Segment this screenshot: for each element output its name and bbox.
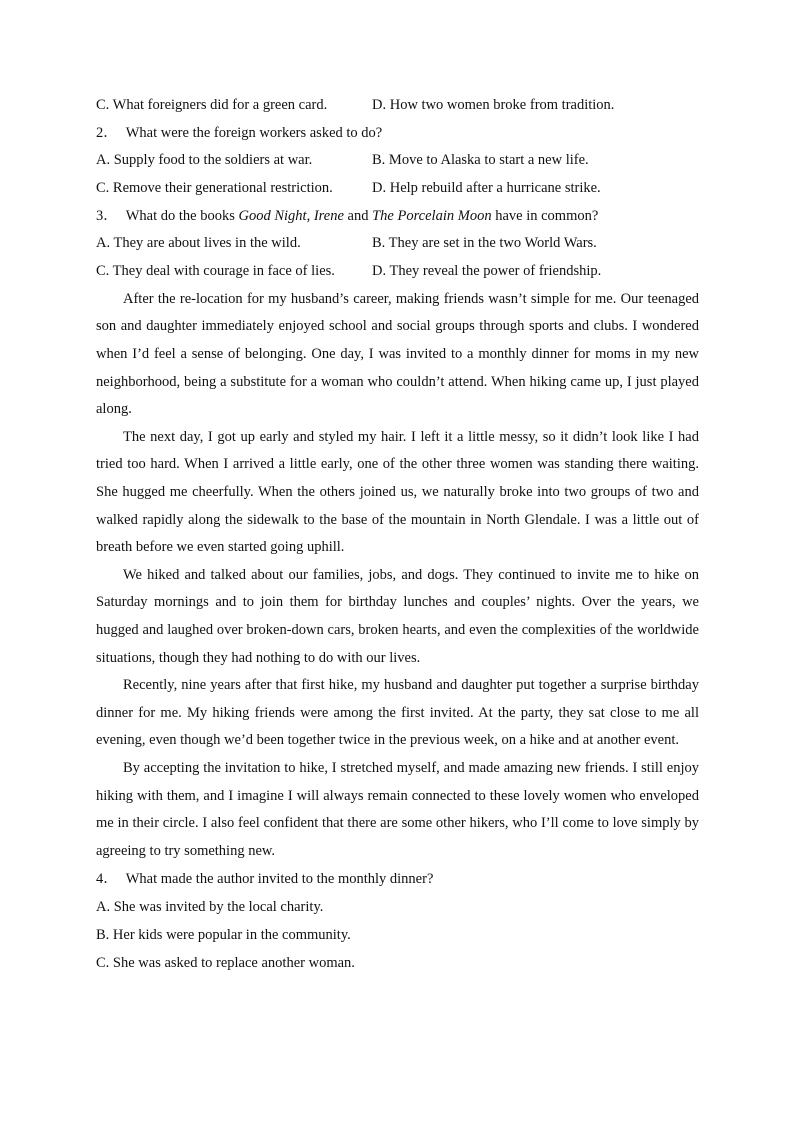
q3-option-a: A. They are about lives in the wild. — [96, 235, 301, 252]
passage-paragraph-2: The next day, I got up early and styled my hair. I left it a little messy, so it didn’t look like I had tried too hard. When I arrived a little early, one of the other three women was standing there waiting. She hugged me cheerfully. When the others joined us, we naturally broke into two groups of two and walked rapidly along the sidewalk to the base of the mountain in North Glendale. I was a little out of breath before we even started going uphill. — [96, 428, 699, 556]
q4-stem — [96, 865, 699, 893]
passage-paragraph-5: By accepting the invitation to hike, I stretched myself, and made amazing new friends. I still enjoy hiking with them, and I imagine I will always remain connected to these lovely women who enveloped me in their circle. I also feel confident that there are some other hikers, who I’ll come to love simply by agreeing to try something new. — [96, 759, 699, 859]
q2-number: 2． — [96, 124, 118, 141]
q2-option-c: C. Remove their generational restriction. — [96, 180, 333, 197]
q3-number: 3． — [96, 207, 118, 224]
q3-stem-post: have in common? — [491, 207, 599, 224]
q3-stem-pre: What do the books — [125, 207, 239, 224]
q3-book-1: Good Night, Irene — [238, 207, 344, 224]
q2-stem — [96, 120, 699, 148]
q3-stem — [96, 203, 699, 231]
q1-option-c: C. What foreigners did for a green card. — [96, 97, 328, 113]
q4-option-a: A. She was invited by the local charity. — [96, 899, 324, 916]
q1-option-d: D. How two women broke from tradition. — [372, 97, 615, 113]
q4-option-b: B. Her kids were popular in the community. — [96, 927, 351, 944]
q3-options-cd — [96, 258, 699, 286]
q4-option-c: C. She was asked to replace another woman. — [96, 955, 355, 972]
q2-options-ab — [96, 147, 699, 175]
q3-option-b: B. They are set in the two World Wars. — [372, 235, 597, 252]
q3-question — [126, 203, 599, 231]
q3-stem-mid: and — [343, 207, 373, 224]
q3-option-c: C. They deal with courage in face of lies. — [96, 263, 335, 280]
q2-option-d: D. Help rebuild after a hurricane strike. — [372, 180, 601, 197]
q2-options-cd — [96, 175, 699, 203]
q3-book-2: The Porcelain Moon — [372, 207, 492, 224]
q1-options-cd — [96, 92, 699, 120]
passage-paragraph-4: Recently, nine years after that first hike, my husband and daughter put together a surprise birthday dinner for me. My hiking friends were among the first invited. At the party, they sat close to me all evening, even though we’d been together twice in the previous week, on a hike and at another event. — [96, 677, 699, 749]
q4-number: 4． — [96, 871, 118, 888]
q3-option-d: D. They reveal the power of friendship. — [372, 263, 602, 280]
q4-question: What made the author invited to the monthly dinner? — [125, 871, 434, 888]
passage-paragraph-1: After the re-location for my husband’s career, making friends wasn’t simple for me. Our teenaged son and daughter immediately enjoyed school and social groups through sports and clubs. I wondered when I’d feel a sense of belonging. One day, I was invited to a monthly dinner for moms in my new neighborhood, being a substitute for a woman who couldn’t attend. When hiking came up, I just played along. — [96, 290, 699, 418]
q3-options-ab — [96, 230, 699, 258]
exam-page — [96, 92, 699, 977]
q2-question: What were the foreign workers asked to do? — [125, 124, 383, 141]
passage-paragraph-3: We hiked and talked about our families, jobs, and dogs. They continued to invite me to hike on Saturday mornings and to join them for birthday lunches and couples’ nights. Over the years, we hugged and laughed over broken-down cars, broken hearts, and even the complexities of the worldwide situations, though they had nothing to do with our lives. — [96, 566, 699, 666]
q2-option-a: A. Supply food to the soldiers at war. — [96, 152, 313, 169]
q2-option-b: B. Move to Alaska to start a new life. — [372, 152, 589, 169]
